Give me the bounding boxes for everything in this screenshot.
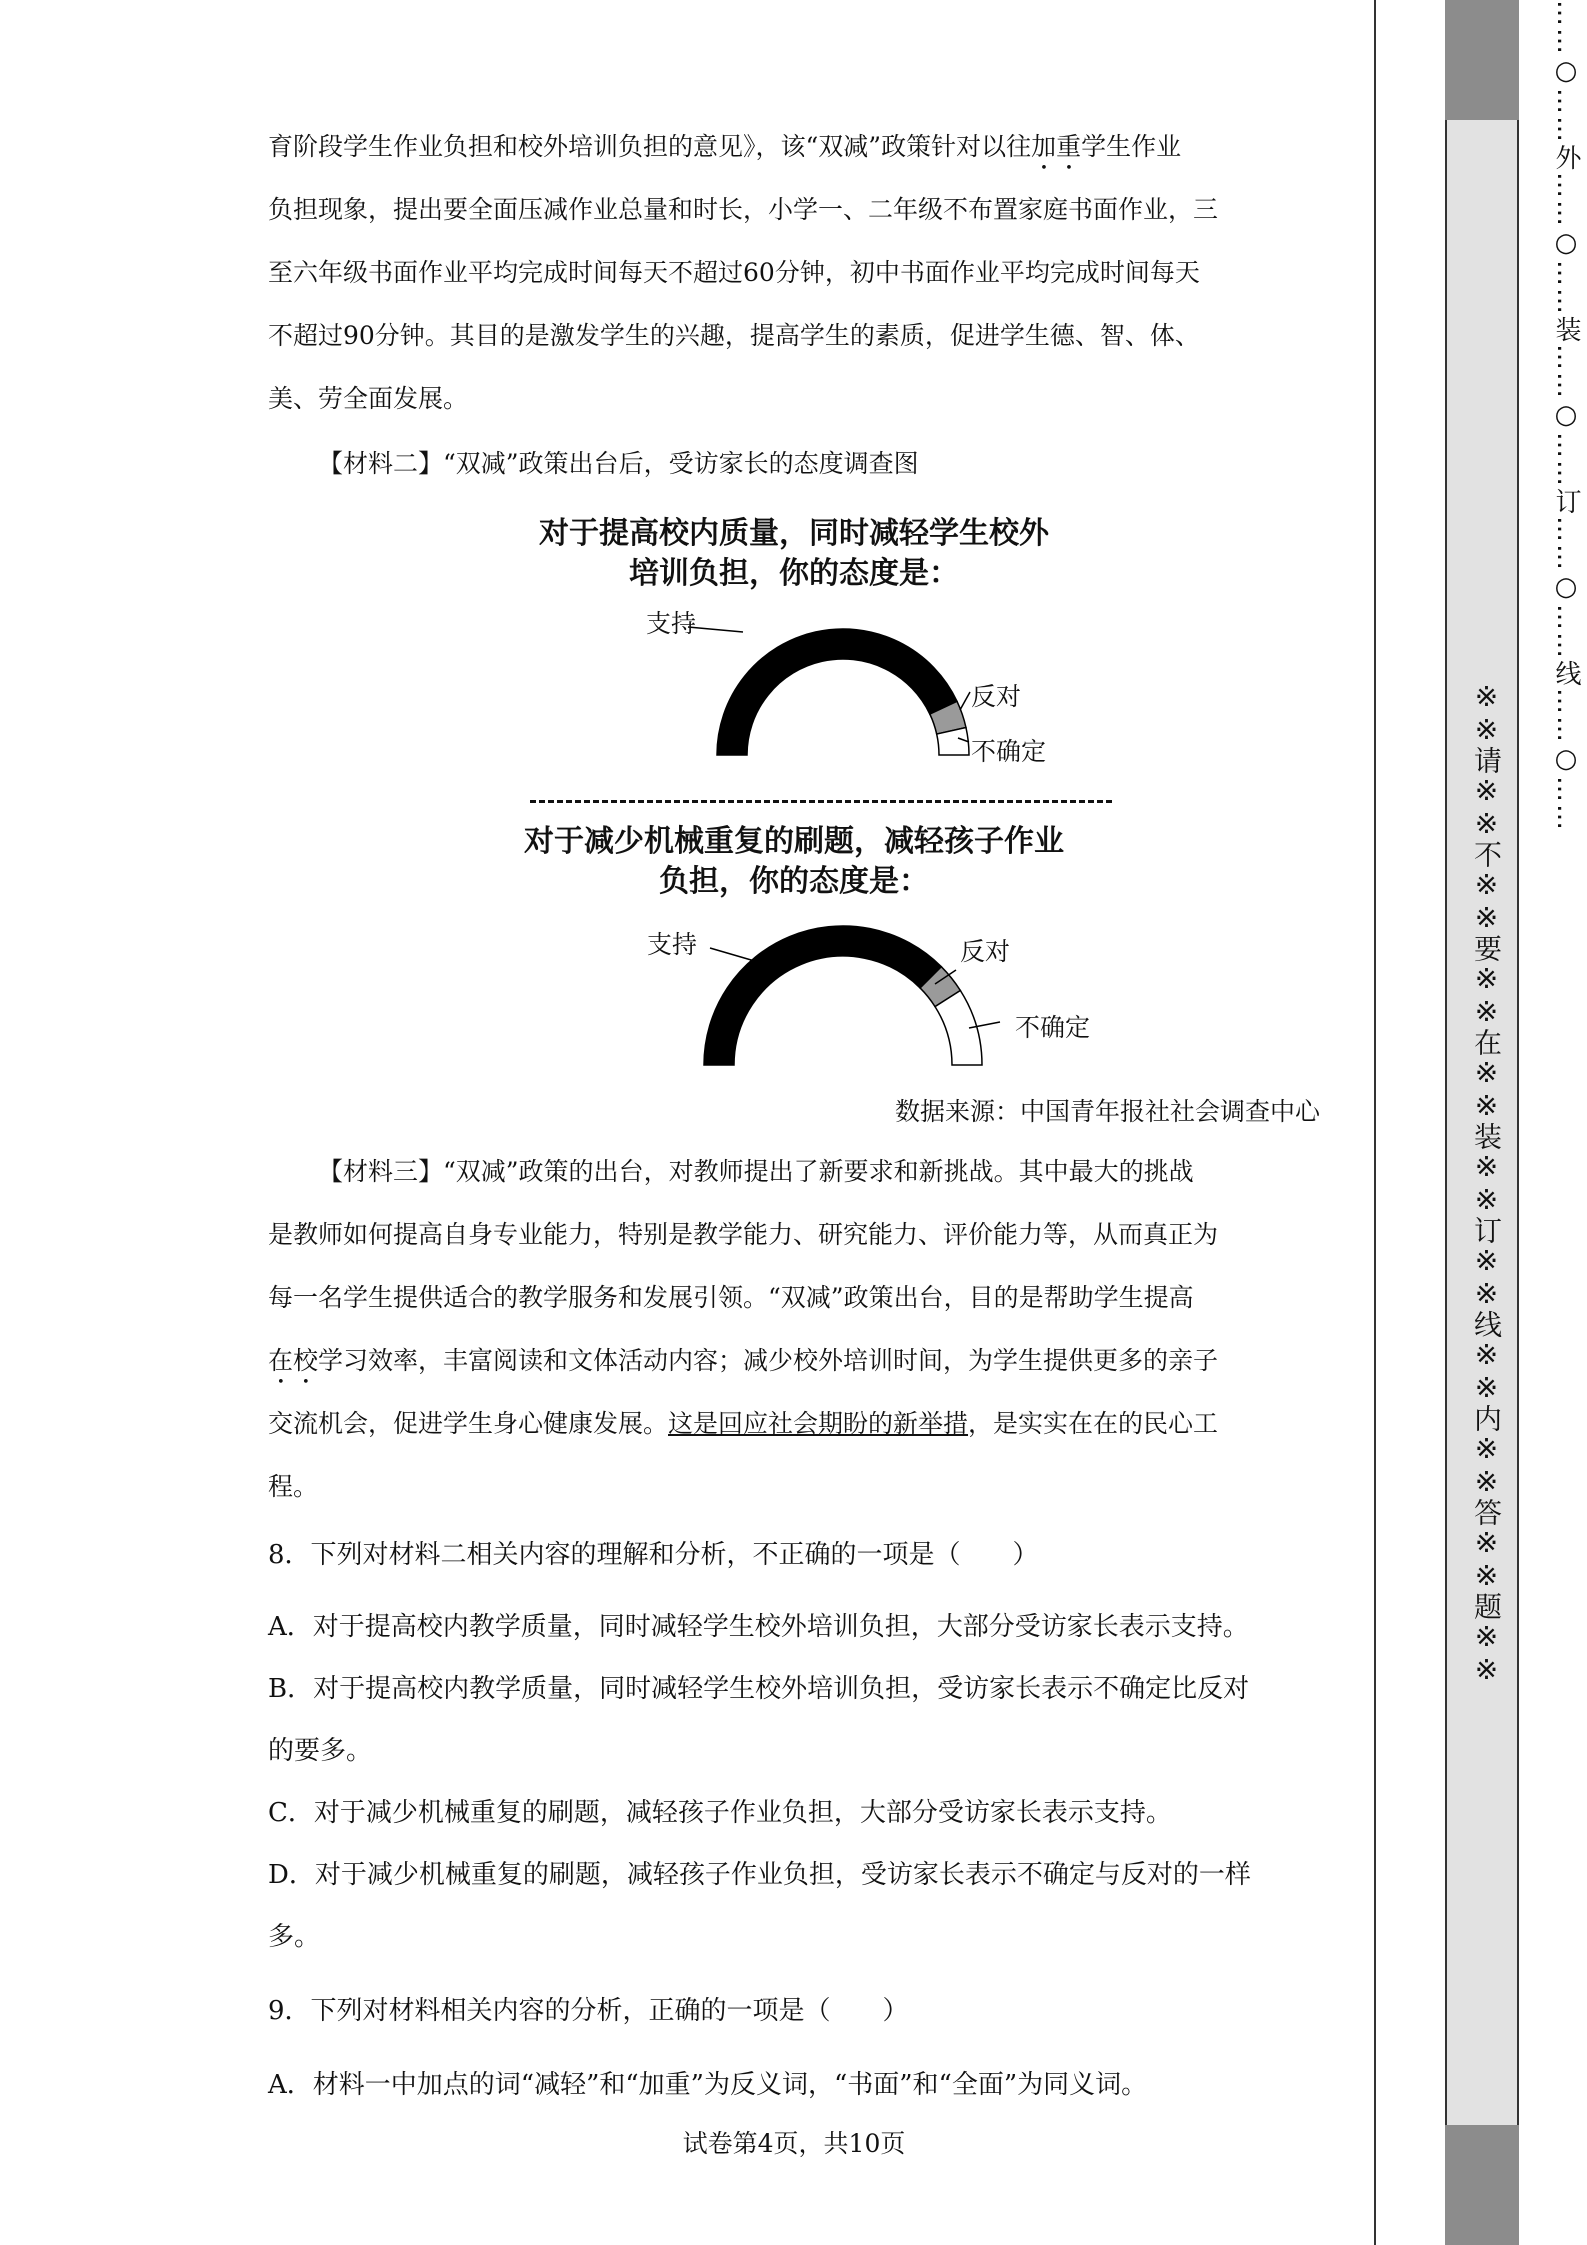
paragraph-line: 交流机会，促进学生身心健康发展。这是回应社会期盼的新举措，是实实在在的民心工 [268,1409,1219,1438]
paragraph-line: 美、劳全面发展。 [268,384,469,413]
question-8-stem: 8．下列对材料二相关内容的理解和分析，不正确的一项是（ ） [268,1540,1039,1570]
chart-source: 数据来源：中国青年报社社会调查中心 [894,1097,1320,1126]
material-three [268,1140,1320,1518]
chart-one-label-support: 支持 [646,609,697,638]
paragraph-line: 至六年级书面作业平均完成时间每天不超过60分钟，初中书面作业平均完成时间每天 [268,258,1200,287]
question-9-option-a: A．材料一中加点的词“减轻”和“加重”为反义词，“书面”和“全面”为同义词。 [268,2070,1148,2100]
chart-one-label-oppose: 反对 [971,682,1022,711]
chart-two-title-line-1: 对于减少机械重复的刷题，减轻孩子作业 [524,824,1064,859]
chart-two-title-line-2: 负担，你的态度是： [659,864,929,899]
paragraph-line: 程。 [268,1472,319,1501]
paragraph-line: 【材料三】“双减”政策的出台，对教师提出了新要求和新挑战。其中最大的挑战 [318,1157,1194,1186]
binding-line [1374,0,1376,2245]
leader-line [960,692,970,710]
leader-line [710,948,758,962]
gauge-segment-支持 [717,629,957,755]
question-8-option-a: A．对于提高校内教学质量，同时减轻学生校外培训负担，大部分受访家长表示支持。 [268,1612,1249,1642]
gauge-segment-不确定 [935,991,982,1065]
question-8-option-d-cont: 多。 [268,1922,321,1952]
question-8-option-c: C．对于减少机械重复的刷题，减轻孩子作业负担，大部分受访家长表示支持。 [268,1798,1172,1828]
leader-line [688,627,743,632]
emphasized-word: 加重 [1031,132,1082,161]
paragraph-line: 是教师如何提高自身专业能力，特别是教学能力、研究能力、评价能力等，从而真正为 [268,1220,1219,1249]
question-8-option-b: B．对于提高校内教学质量，同时减轻学生校外培训负担，受访家长表示不确定比反对 [268,1674,1250,1704]
gauge-segment-支持 [704,926,941,1065]
paragraph-line: 负担现象，提出要全面压减作业总量和时长，小学一、二年级不布置家庭书面作业，三 [268,195,1219,224]
chart-one-title-line-1: 对于提高校内质量，同时减轻学生校外 [539,516,1049,551]
page-footer: 试卷第4页，共10页 [682,2129,906,2158]
material-one [268,115,1320,430]
question-9-stem: 9．下列对材料相关内容的分析，正确的一项是（ ） [268,1996,909,2026]
paragraph-line: 不超过90分钟。其目的是激发学生的兴趣，提高学生的素质，促进学生德、智、体、 [268,321,1200,350]
question-8-option-b-cont: 的要多。 [268,1736,373,1766]
margin-band-bottom [1445,2125,1519,2245]
margin-band-top [1445,0,1519,120]
material-two-heading: 【材料二】“双减”政策出台后，受访家长的态度调查图 [318,449,919,478]
chart-two-label-unsure: 不确定 [1015,1013,1091,1042]
paragraph-line: 每一名学生提供适合的教学服务和发展引领。“双减”政策出台，目的是帮助学生提高 [268,1283,1194,1312]
paragraph-line: 育阶段学生作业负担和校外培训负担的意见》，该“双减”政策针对以往加重学生作业 [268,132,1182,161]
underlined-sentence: 这是回应社会期盼的新举措 [668,1409,969,1438]
binding-warning: ※※请※※不※※要※※在※※装※※订※※线※※内※※答※※题※※ [1470,680,1503,1686]
question-8-option-d: D．对于减少机械重复的刷题，减轻孩子作业负担，受访家长表示不确定与反对的一样 [268,1860,1251,1890]
outer-binding-line: ……○……外……○……装……○……订……○……线……○…… [1551,0,1581,832]
chart-two-label-oppose: 反对 [960,937,1011,966]
chart-two-label-support: 支持 [647,930,698,959]
chart-one-title-line-2: 培训负担，你的态度是： [629,556,959,591]
emphasized-word: 在校 [268,1346,319,1375]
paragraph-line: 在校学习效率，丰富阅读和文体活动内容；减少校外培训时间，为学生提供更多的亲子 [268,1346,1219,1375]
chart-one-label-unsure: 不确定 [971,737,1047,766]
chart-divider [530,800,1112,803]
